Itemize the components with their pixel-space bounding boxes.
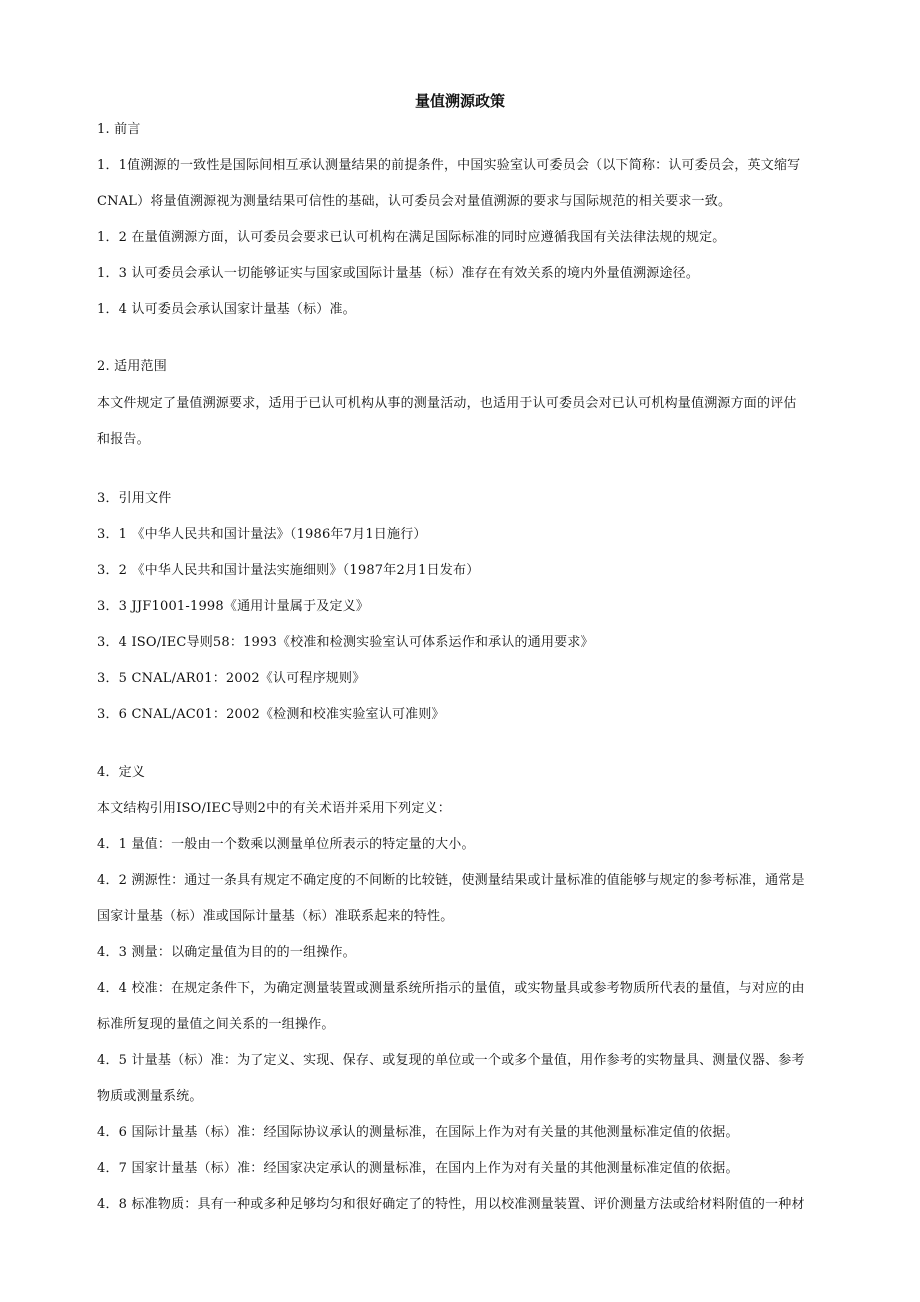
paragraph-4-intro: 本文结构引用ISO/IEC导则2中的有关术语并采用下列定义： xyxy=(97,801,451,816)
paragraph-1-1-line-2: CNAL）将量值溯源视为测量结果可信性的基础，认可委员会对量值溯源的要求与国际规范的相关要求一致。 xyxy=(97,194,732,209)
definition-4-2-line-2: 国家计量基（标）准或国际计量基（标）准联系起来的特性。 xyxy=(97,909,454,924)
page-title: 量值溯源政策 xyxy=(414,92,505,110)
reference-3-5: 3．5 CNAL/AR01：2002《认可程序规则》 xyxy=(97,671,366,686)
paragraph-1-3: 1．3 认可委员会承认一切能够证实与国家或国际计量基（标）准存在有效关系的境内外量值溯源途径。 xyxy=(97,266,700,281)
reference-3-2: 3．2 《中华人民共和国计量法实施细则》（1987年2月1日发布） xyxy=(97,563,480,578)
reference-3-6: 3．6 CNAL/AC01：2002《检测和校准实验室认可准则》 xyxy=(97,707,445,722)
definition-4-1: 4．1 量值：一般由一个数乘以测量单位所表示的特定量的大小。 xyxy=(97,837,475,852)
paragraph-1-2: 1．2 在量值溯源方面，认可委员会要求已认可机构在满足国际标准的同时应遵循我国有关法律法规的规定。 xyxy=(97,230,726,245)
reference-3-1: 3．1 《中华人民共和国计量法》（1986年7月1日施行） xyxy=(97,527,427,542)
paragraph-2-line-2: 和报告。 xyxy=(97,432,150,447)
paragraph-1-4: 1．4 认可委员会承认国家计量基（标）准。 xyxy=(97,302,356,317)
section-4-heading: 4．定义 xyxy=(97,765,146,780)
reference-3-3: 3．3 JJF1001-1998《通用计量属于及定义》 xyxy=(97,599,370,614)
section-3-heading: 3．引用文件 xyxy=(97,491,172,506)
definition-4-2-line-1: 4．2 溯源性：通过一条具有规定不确定度的不间断的比较链，使测量结果或计量标准的值能够与规定的参考标准，通常是 xyxy=(97,873,805,888)
section-1-heading: 1. 前言 xyxy=(97,122,141,137)
paragraph-2-line-1: 本文件规定了量值溯源要求，适用于已认可机构从事的测量活动，也适用于认可委员会对已认可机构量值溯源方面的评估 xyxy=(97,396,797,411)
definition-4-6: 4．6 国际计量基（标）准：经国际协议承认的测量标准，在国际上作为对有关量的其他测量标准定值的依据。 xyxy=(97,1125,739,1140)
definition-4-8: 4．8 标准物质：具有一种或多种足够均匀和很好确定了的特性，用以校准测量装置、评价测量方法或给材料附值的一种材 xyxy=(97,1197,805,1212)
definition-4-4-line-1: 4．4 校准：在规定条件下，为确定测量装置或测量系统所指示的量值，或实物量具或参考物质所代表的量值，与对应的由 xyxy=(97,981,805,996)
definition-4-5-line-1: 4．5 计量基（标）准：为了定义、实现、保存、或复现的单位或一个或多个量值，用作参考的实物量具、测量仪器、参考 xyxy=(97,1053,805,1068)
definition-4-3: 4．3 测量：以确定量值为目的的一组操作。 xyxy=(97,945,356,960)
definition-4-4-line-2: 标准所复现的量值之间关系的一组操作。 xyxy=(97,1017,335,1032)
section-2-heading: 2. 适用范围 xyxy=(97,359,167,374)
reference-3-4: 3．4 ISO/IEC导则58：1993《校准和检测实验室认可体系运作和承认的通用要求》 xyxy=(97,635,594,650)
definition-4-5-line-2: 物质或测量系统。 xyxy=(97,1089,203,1104)
paragraph-1-1-line-1: 1．1值溯源的一致性是国际间相互承认测量结果的前提条件，中国实验室认可委员会（以下简称：认可委员会，英文缩写 xyxy=(97,158,801,173)
definition-4-7: 4．7 国家计量基（标）准：经国家决定承认的测量标准，在国内上作为对有关量的其他测量标准定值的依据。 xyxy=(97,1161,739,1176)
